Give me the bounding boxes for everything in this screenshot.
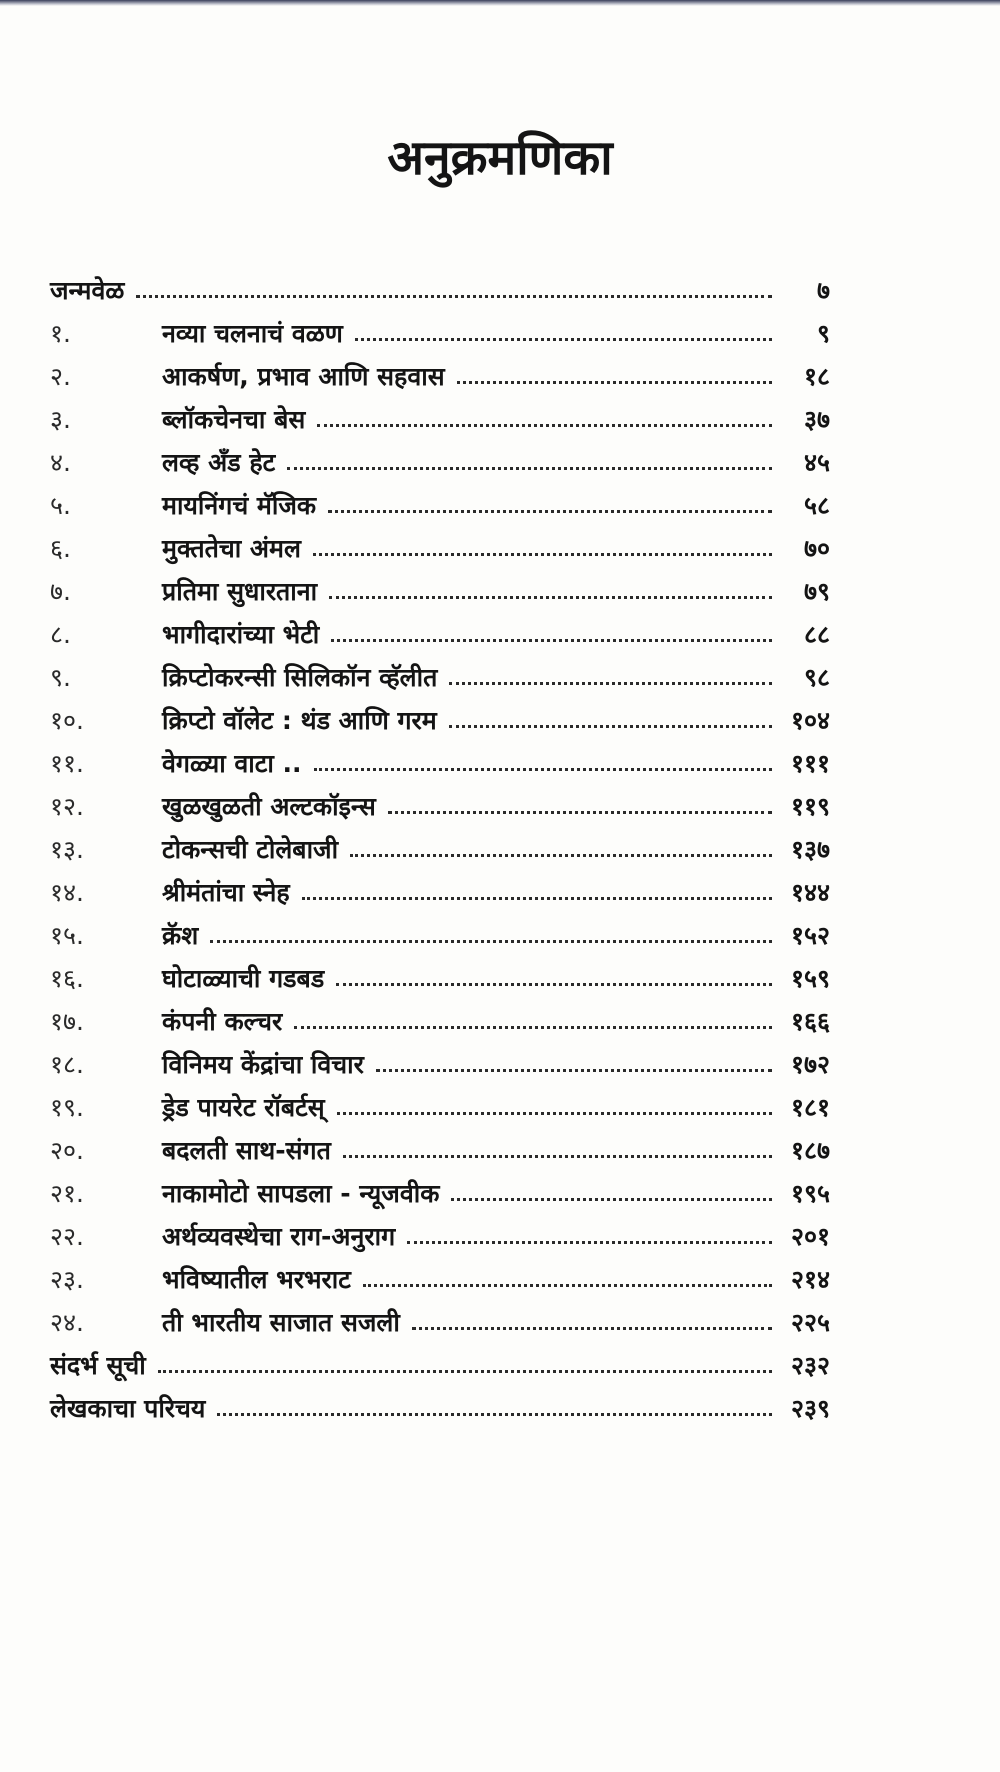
toc-page-number: ११९ [790,791,830,821]
chapter-number: १. [50,318,71,348]
toc-chapter-row [50,483,830,526]
toc-chapter-row [50,1085,830,1128]
chapter-number: ११. [50,748,84,778]
dot-leader [343,1155,772,1158]
toc-page-number: ७९ [803,576,830,606]
chapter-number: २४. [50,1307,84,1337]
toc-page-number: २२५ [790,1307,830,1337]
toc-chapter-row [50,827,830,870]
toc-page-number: १८७ [790,1135,830,1165]
chapter-title: आकर्षण, प्रभाव आणि सहवास [162,361,445,391]
dot-leader [376,1069,772,1072]
toc-chapter-row [50,655,830,698]
chapter-title: क्रिप्टो वॉलेट : थंड आणि गरम [162,705,437,735]
dot-leader [313,553,772,556]
chapter-title: नव्या चलनाचं वळण [162,318,343,348]
dot-leader [317,424,772,427]
chapter-number: २२. [50,1221,84,1251]
chapter-number: १३. [50,834,84,864]
toc-chapter-row [50,311,830,354]
toc-front-entry [50,268,830,311]
toc-page-number: ७० [803,533,830,563]
toc-chapter-row [50,1128,830,1171]
chapter-title: भविष्यातील भरभराट [162,1264,351,1294]
toc-chapter-row [50,741,830,784]
toc-chapter-row [50,1214,830,1257]
toc-chapter-row [50,999,830,1042]
toc-back-entry [50,1386,830,1429]
toc-page-number: २१४ [790,1264,830,1294]
table-of-contents [50,268,830,1429]
chapter-number: ३. [50,404,71,434]
chapter-number: ७. [50,576,71,606]
chapter-title: खुळखुळती अल्टकॉइन्स [162,791,376,821]
toc-page-number: २३९ [790,1393,830,1423]
chapter-title: टोकन्सची टोलेबाजी [162,834,339,864]
toc-chapter-row [50,1042,830,1085]
toc-page-number: १८१ [790,1092,830,1122]
toc-page-number: ३७ [803,404,830,434]
dot-leader [210,940,772,943]
toc-chapter-row [50,784,830,827]
chapter-number: १५. [50,920,84,950]
chapter-number: २१. [50,1178,84,1208]
dot-leader [314,768,772,771]
toc-chapter-row [50,354,830,397]
toc-back-entry [50,1343,830,1386]
toc-chapter-row [50,1257,830,1300]
page-title: अनुक्रमणिका [387,130,613,186]
toc-page-number: १०४ [790,705,830,735]
chapter-number: ४. [50,447,71,477]
chapter-title: क्रिप्टोकरन्सी सिलिकॉन व्हॅलीत [162,662,438,692]
dot-leader [329,596,772,599]
dot-leader [449,682,772,685]
chapter-title: लव्ह अँड हेट [162,447,276,477]
toc-page-number: ८८ [803,619,830,649]
chapter-number: २३. [50,1264,84,1294]
toc-chapter-row [50,569,830,612]
dot-leader [449,725,772,728]
toc-chapter-row [50,956,830,999]
chapter-title: अर्थव्यवस्थेचा राग-अनुराग [162,1221,396,1251]
dot-leader [302,897,772,900]
dot-leader [457,381,772,384]
toc-entry-label: जन्मवेळ [50,275,125,305]
toc-chapter-row [50,1300,830,1343]
toc-chapter-row [50,1171,830,1214]
toc-entry-label: संदर्भ सूची [50,1350,146,1380]
chapter-title: प्रतिमा सुधारताना [162,576,318,606]
chapter-title: ब्लॉकचेनचा बेस [162,404,306,434]
chapter-number: २०. [50,1135,84,1165]
dot-leader [331,639,772,642]
chapter-number: १६. [50,963,84,993]
chapter-number: १९. [50,1092,84,1122]
toc-chapter-row [50,440,830,483]
dot-leader [217,1413,772,1416]
toc-chapter-row [50,698,830,741]
toc-chapter-row [50,397,830,440]
chapter-title: विनिमय केंद्रांचा विचार [162,1049,364,1079]
chapter-title: ती भारतीय साजात सजली [162,1307,400,1337]
toc-entry-label: लेखकाचा परिचय [50,1393,206,1423]
chapter-title: कंपनी कल्चर [162,1006,283,1036]
dot-leader [412,1327,772,1330]
chapter-title: क्रॅश [162,920,199,950]
dot-leader [355,338,772,341]
toc-page-number: ९८ [803,662,830,692]
page-top-edge [0,0,1000,6]
chapter-number: १४. [50,877,84,907]
toc-page-number: १५२ [790,920,830,950]
chapter-number: ८. [50,619,71,649]
toc-page-number: १५९ [790,963,830,993]
toc-page-number: ५८ [803,490,830,520]
toc-chapter-row [50,913,830,956]
toc-page-number: १३७ [790,834,830,864]
toc-page-number: १४४ [790,877,830,907]
chapter-number: ९. [50,662,71,692]
chapter-title: भागीदारांच्या भेटी [162,619,320,649]
chapter-title: बदलती साथ-संगत [162,1135,331,1165]
toc-page-number: २३२ [790,1350,830,1380]
chapter-title: वेगळ्या वाटा .. [162,748,302,778]
chapter-number: २. [50,361,71,391]
toc-chapter-row [50,612,830,655]
chapter-title: ड्रेड पायरेट रॉबर्टस् [162,1092,325,1122]
toc-chapter-row [50,526,830,569]
toc-page-number: २०१ [790,1221,830,1251]
dot-leader [328,510,772,513]
dot-leader [136,295,772,298]
dot-leader [294,1026,772,1029]
chapter-title: श्रीमंतांचा स्नेह [162,877,290,907]
toc-page-number: १६६ [790,1006,830,1036]
toc-chapter-row [50,870,830,913]
chapter-number: १७. [50,1006,84,1036]
toc-page-number: १९५ [790,1178,830,1208]
dot-leader [388,811,772,814]
dot-leader [407,1241,772,1244]
toc-page-number: ७ [816,275,830,305]
dot-leader [363,1284,772,1287]
dot-leader [337,1112,772,1115]
dot-leader [350,854,772,857]
chapter-title: मायनिंगचं मॅजिक [162,490,317,520]
chapter-title: घोटाळ्याची गडबड [162,963,325,993]
toc-page-number: ९ [816,318,830,348]
chapter-number: १०. [50,705,84,735]
chapter-number: ६. [50,533,71,563]
dot-leader [158,1370,772,1373]
toc-page-number: १७२ [790,1049,830,1079]
toc-page-number: १८ [803,361,830,391]
toc-page-number: १११ [790,748,830,778]
chapter-title: नाकामोटो सापडला - न्यूजवीक [162,1178,440,1208]
toc-page-number: ४५ [803,447,830,477]
dot-leader [451,1198,772,1201]
dot-leader [336,983,772,986]
chapter-number: १२. [50,791,84,821]
chapter-number: ५. [50,490,71,520]
chapter-number: १८. [50,1049,84,1079]
dot-leader [287,467,772,470]
chapter-title: मुक्ततेचा अंमल [162,533,301,563]
